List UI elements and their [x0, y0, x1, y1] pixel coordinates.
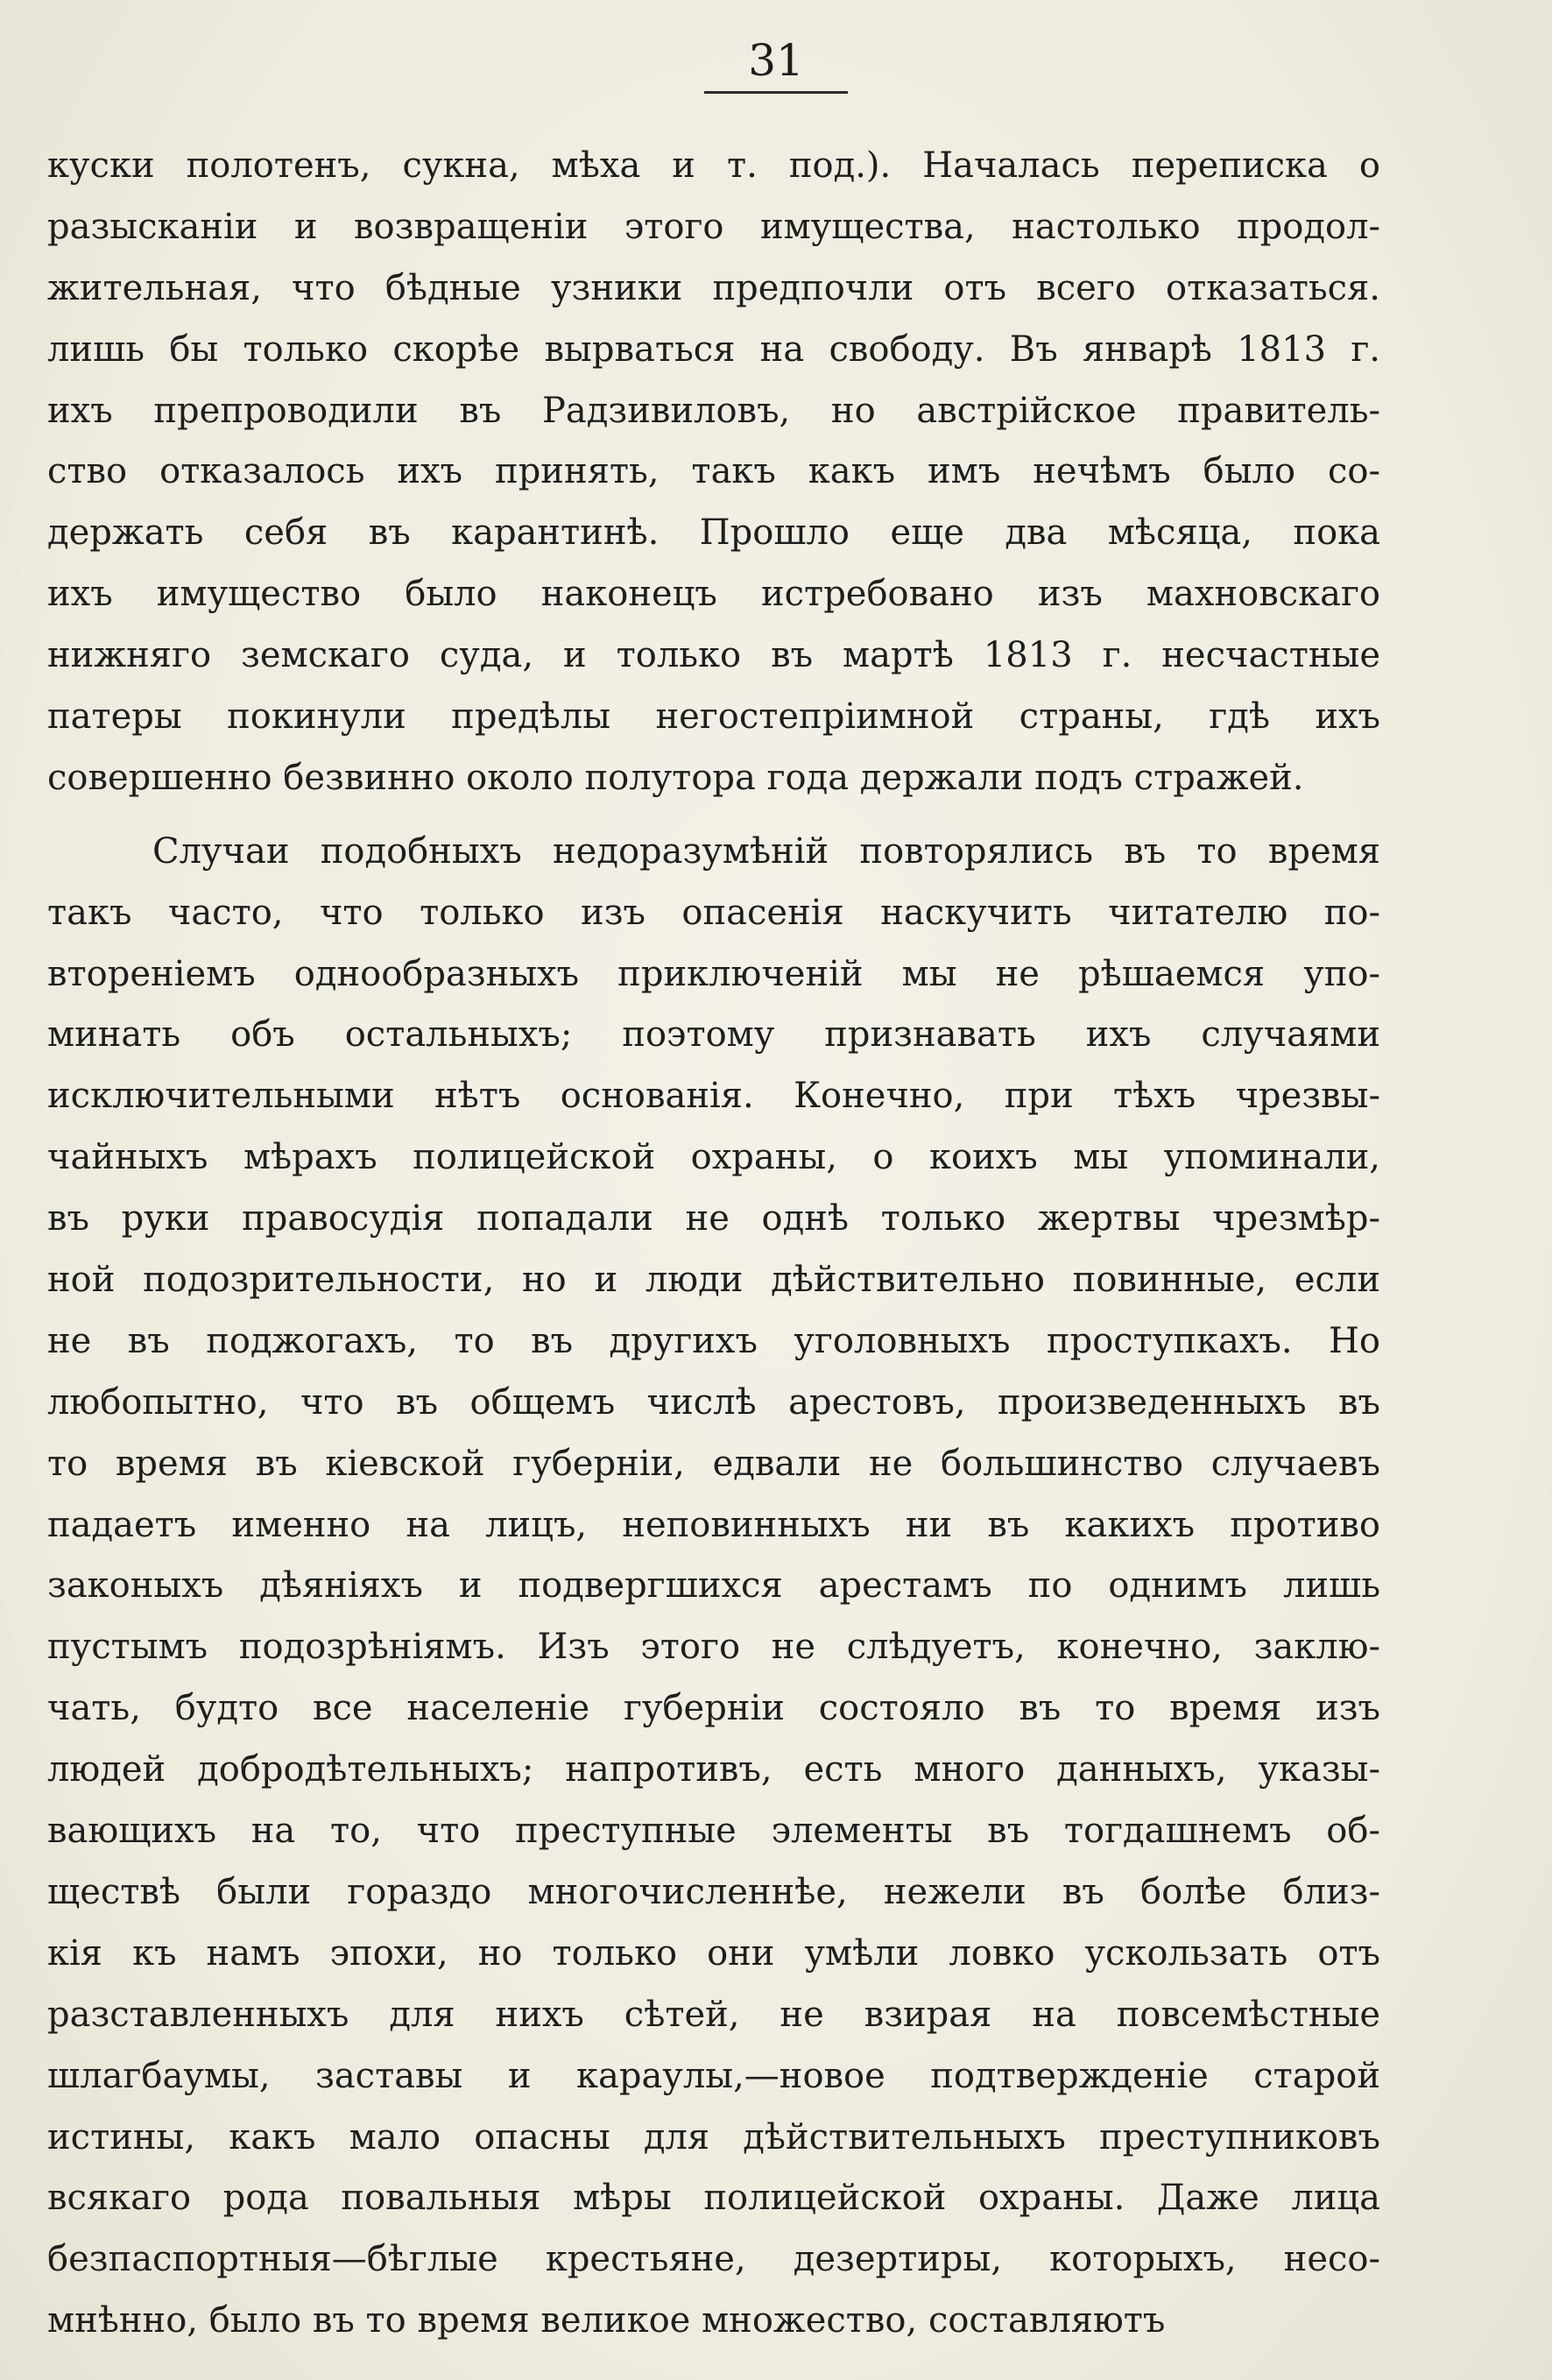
text-line: нижняго земскаго суда, и только въ мартѣ 1813 г. несчастные [47, 635, 1380, 676]
text-line: то время въ кіевской губерніи, едвали не большинство случаевъ [47, 1443, 1380, 1484]
text-line: не въ поджогахъ, то въ другихъ уголовныхъ проступкахъ. Но [47, 1320, 1380, 1361]
text-line: людей добродѣтельныхъ; напротивъ, есть много данныхъ, указы- [47, 1749, 1380, 1790]
text-line: законыхъ дѣяніяхъ и подвергшихся арестамъ по однимъ лишь [47, 1565, 1380, 1607]
text-line: держать себя въ карантинѣ. Прошло еще два мѣсяца, пока [47, 512, 1380, 554]
text-line: ихъ препроводили въ Радзивиловъ, но австрійское правитель- [47, 390, 1380, 431]
text-line: всякаго рода повальныя мѣры полицейской охраны. Даже лица [47, 2178, 1380, 2219]
text-line: шлагбаумы, заставы и караулы,—новое подтвержденіе старой [47, 2055, 1380, 2096]
text-line: въ руки правосудія попадали не однѣ только жертвы чрезмѣр- [47, 1198, 1380, 1239]
text-line: мнѣнно, было въ то время великое множество, составляютъ [47, 2300, 1166, 2341]
text-line: совершенно безвинно около полутора года держали подъ стражей. [47, 757, 1304, 798]
body-text [47, 136, 1380, 2352]
text-line: лишь бы только скорѣе вырваться на свободу. Въ январѣ 1813 г. [47, 328, 1380, 370]
paragraph-2 [47, 822, 1380, 2352]
text-line: жительная, что бѣдные узники предпочли отъ всего отказаться. [47, 267, 1380, 308]
text-line: минать объ остальныхъ; поэтому признавать ихъ случаями [47, 1014, 1380, 1056]
text-line: куски полотенъ, сукна, мѣха и т. под.). Началась переписка о [47, 145, 1380, 186]
text-line: любопытно, что въ общемъ числѣ арестовъ, произведенныхъ въ [47, 1381, 1380, 1423]
text-line: исключительными нѣтъ основанія. Конечно, при тѣхъ чрезвы- [47, 1076, 1380, 1117]
paragraph-spacer [47, 809, 1380, 822]
text-line: ществѣ были гораздо многочисленнѣе, нежели въ болѣе близ- [47, 1871, 1380, 1912]
text-line: ихъ имущество было наконецъ истребовано изъ махновскаго [47, 574, 1380, 615]
paragraph-1 [47, 136, 1380, 809]
text-line: патеры покинули предѣлы негостепріимной страны, гдѣ ихъ [47, 696, 1380, 738]
text-line: безпаспортныя—бѣглые крестьяне, дезертиры, которыхъ, несо- [47, 2239, 1380, 2280]
text-line: чать, будто все населеніе губерніи состояло въ то время изъ [47, 1688, 1380, 1729]
text-line: падаетъ именно на лицъ, неповинныхъ ни въ какихъ противо [47, 1504, 1380, 1545]
text-line: пустымъ подозрѣніямъ. Изъ этого не слѣдуетъ, конечно, заклю- [47, 1627, 1380, 1668]
text-line: истины, какъ мало опасны для дѣйствительныхъ преступниковъ [47, 2116, 1380, 2158]
page-number: 31 [704, 33, 848, 94]
text-line: ной подозрительности, но и люди дѣйствительно повинные, если [47, 1260, 1380, 1301]
text-line: разставленныхъ для нихъ сѣтей, не взирая на повсемѣстные [47, 1994, 1380, 2035]
text-line: чайныхъ мѣрахъ полицейской охраны, о коихъ мы упоминали, [47, 1137, 1380, 1178]
text-line: вторенiемъ однообразныхъ приключеній мы не рѣшаемся упо- [47, 953, 1380, 994]
page-header [0, 33, 1552, 94]
text-line: такъ часто, что только изъ опасенія наскучить читателю по- [47, 892, 1380, 933]
text-line: ство отказалось ихъ принять, такъ какъ имъ нечѣмъ было со- [47, 451, 1380, 492]
text-line: разысканіи и возвращеніи этого имущества, настолько продол- [47, 206, 1380, 247]
text-line: Случаи подобныхъ недоразумѣній повторялись въ то время [152, 830, 1380, 872]
text-line: кія къ намъ эпохи, но только они умѣли ловко ускользать отъ [47, 1932, 1380, 1974]
text-line: вающихъ на то, что преступные элементы въ тогдашнемъ об- [47, 1811, 1380, 1852]
